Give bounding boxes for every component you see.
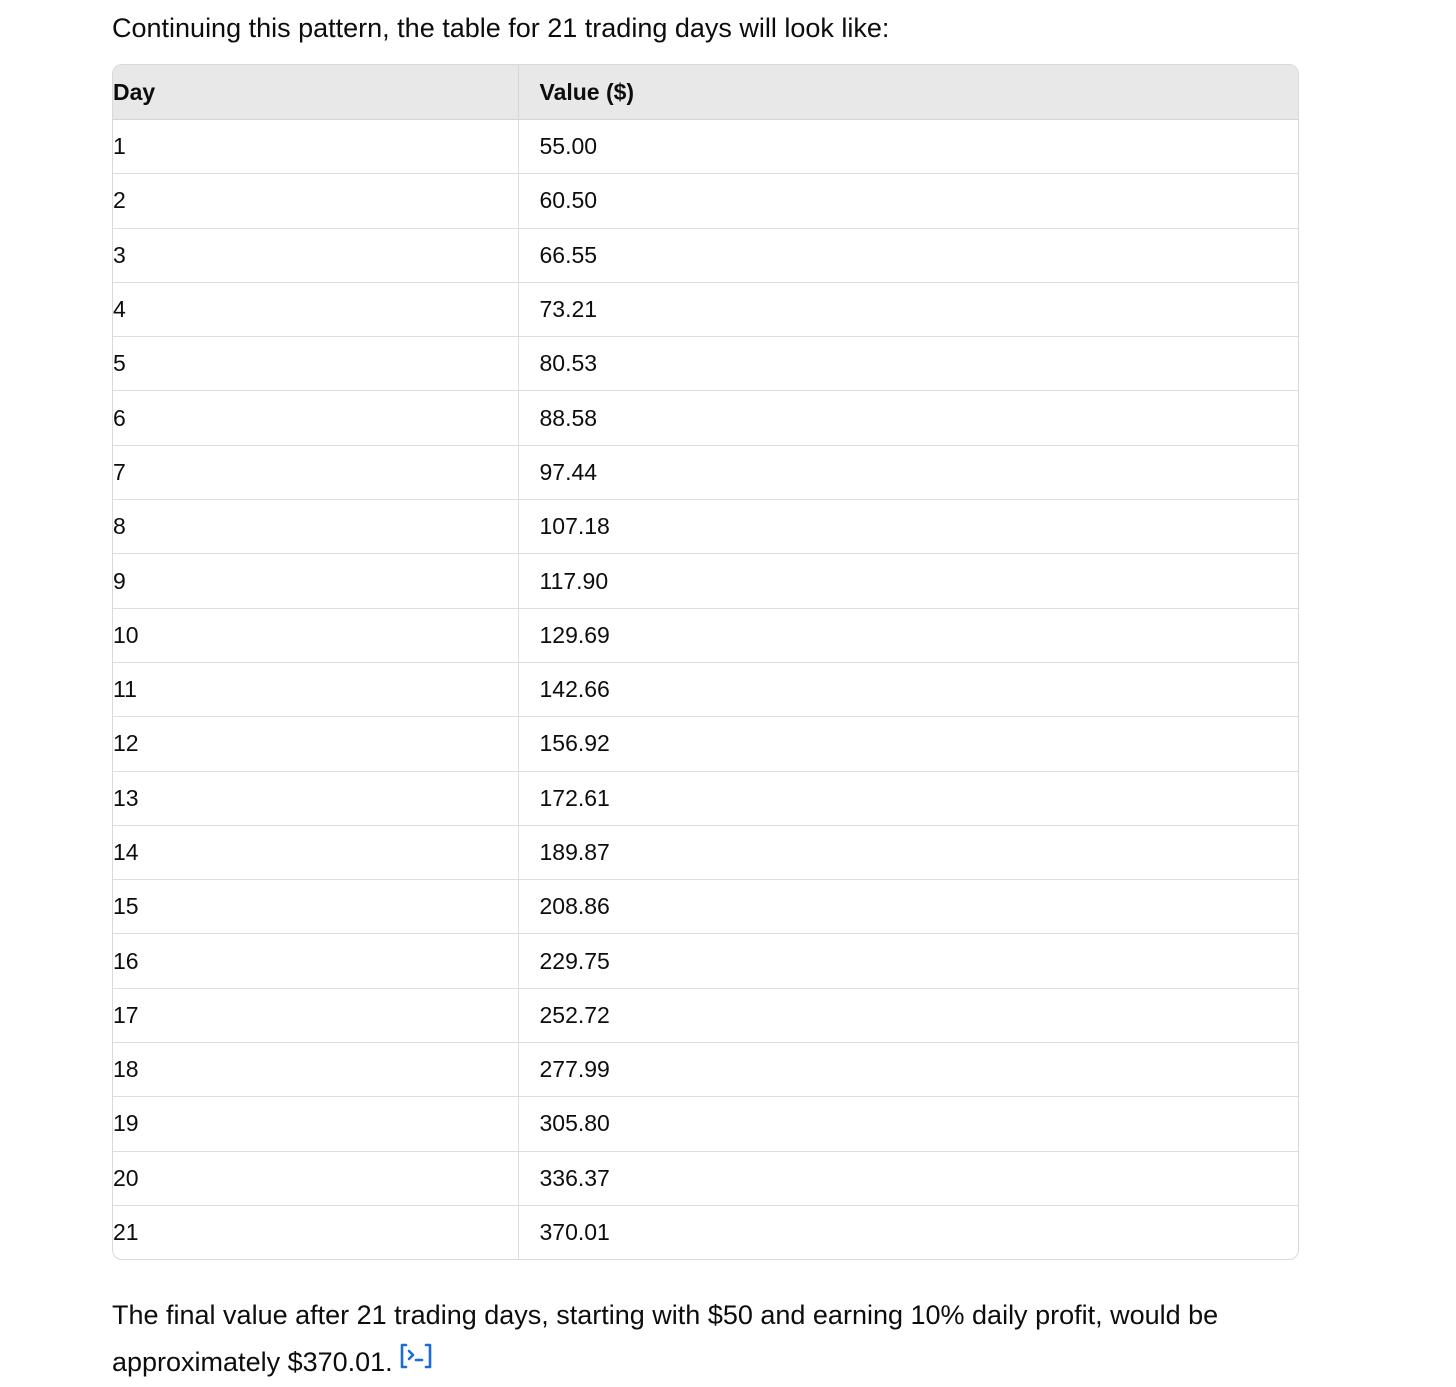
day-cell: 8: [113, 500, 518, 554]
value-cell: 156.92: [518, 717, 1298, 771]
day-cell: 15: [113, 880, 518, 934]
value-cell: 189.87: [518, 825, 1298, 879]
day-cell: 21: [113, 1205, 518, 1259]
value-cell: 208.86: [518, 880, 1298, 934]
table-row: [113, 717, 1298, 771]
value-cell: 66.55: [518, 228, 1298, 282]
day-cell: 11: [113, 662, 518, 716]
table-row: [113, 337, 1298, 391]
table-row: [113, 934, 1298, 988]
day-cell: 17: [113, 988, 518, 1042]
day-cell: 14: [113, 825, 518, 879]
day-cell: 5: [113, 337, 518, 391]
day-cell: 2: [113, 174, 518, 228]
table-row: [113, 391, 1298, 445]
value-cell: 305.80: [518, 1097, 1298, 1151]
value-cell: 117.90: [518, 554, 1298, 608]
value-cell: 336.37: [518, 1151, 1298, 1205]
value-cell: 277.99: [518, 1043, 1298, 1097]
column-header-value: Value ($): [518, 65, 1298, 120]
table-row: [113, 174, 1298, 228]
code-analysis-icon[interactable]: [399, 1337, 433, 1384]
value-cell: 107.18: [518, 500, 1298, 554]
day-cell: 6: [113, 391, 518, 445]
data-table: [112, 64, 1299, 1260]
value-cell: 129.69: [518, 608, 1298, 662]
table-row: [113, 771, 1298, 825]
day-cell: 4: [113, 282, 518, 336]
table-row: [113, 500, 1298, 554]
day-cell: 18: [113, 1043, 518, 1097]
table-row: [113, 554, 1298, 608]
day-cell: 19: [113, 1097, 518, 1151]
table-row: [113, 880, 1298, 934]
day-cell: 16: [113, 934, 518, 988]
conclusion-text: [112, 1292, 1312, 1387]
table-row: [113, 1151, 1298, 1205]
value-cell: 229.75: [518, 934, 1298, 988]
value-cell: 97.44: [518, 445, 1298, 499]
table-row: [113, 282, 1298, 336]
day-cell: 7: [113, 445, 518, 499]
value-cell: 172.61: [518, 771, 1298, 825]
day-cell: 12: [113, 717, 518, 771]
day-cell: 20: [113, 1151, 518, 1205]
value-cell: 80.53: [518, 337, 1298, 391]
table-row: [113, 1205, 1298, 1259]
day-cell: 9: [113, 554, 518, 608]
table-row: [113, 445, 1298, 499]
day-cell: 1: [113, 133, 126, 160]
conclusion-sentence: The final value after 21 trading days, starting with $50 and earning 10% daily profit, would be approximately $370.01.: [112, 1300, 1219, 1377]
table-row: [113, 1097, 1298, 1151]
day-cell: 13: [113, 771, 518, 825]
value-cell: 55.00: [518, 120, 1298, 174]
table-row: [113, 1043, 1298, 1097]
value-cell: 252.72: [518, 988, 1298, 1042]
value-cell: 60.50: [518, 174, 1298, 228]
value-cell: 142.66: [518, 662, 1298, 716]
table-row: [113, 120, 1298, 174]
day-cell: 3: [113, 228, 518, 282]
table-header-row: [113, 65, 1298, 120]
column-header-day: Day: [113, 65, 518, 120]
table-row: [113, 825, 1298, 879]
table-row: [113, 228, 1298, 282]
value-cell: 73.21: [518, 282, 1298, 336]
value-cell: 88.58: [518, 391, 1298, 445]
intro-text: Continuing this pattern, the table for 21 trading days will look like:: [112, 13, 890, 43]
table-row: [113, 988, 1298, 1042]
table-row: [113, 608, 1298, 662]
day-cell: 10: [113, 608, 518, 662]
value-cell: 370.01: [518, 1205, 1298, 1259]
table-row: [113, 662, 1298, 716]
